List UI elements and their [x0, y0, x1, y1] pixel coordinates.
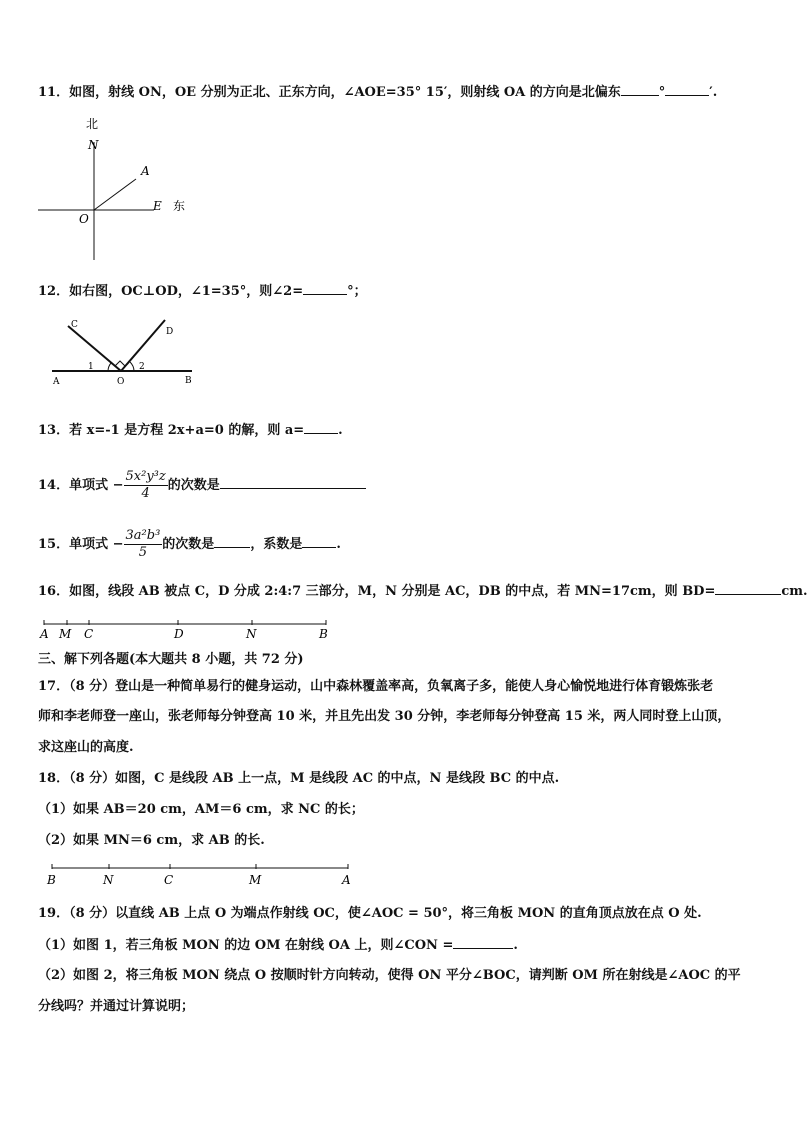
q12-text — [38, 282, 367, 301]
label-O: O — [79, 212, 89, 226]
section-heading: 三、解下列各题(本大题共 8 小题，共 72 分) — [38, 652, 304, 667]
q17-line1: 17．（8 分）登山是一种简单易行的健身运动，山中森林覆盖率高，负氧离子多，能使人身心愉悦地进行体育锻炼张老 — [38, 679, 714, 694]
q15-denominator: 5 — [138, 545, 148, 560]
q19-part1-tail: . — [513, 938, 518, 953]
q15-numerator: 3a²b³ — [125, 528, 161, 543]
q19-line2 — [38, 936, 518, 955]
q19-line4: 分线吗？并通过计算说明； — [38, 999, 195, 1014]
label-C: C — [71, 320, 78, 330]
q15-blank-degree — [214, 535, 250, 548]
q15-mid2: ，系数是 — [250, 537, 303, 552]
label-A: A — [141, 164, 150, 178]
label-O: O — [117, 377, 125, 387]
q13-blank — [304, 421, 338, 434]
q13-stem: 13．若 x=-1 是方程 2x+a=0 的解，则 a= — [38, 423, 305, 438]
q13-tail: . — [338, 423, 343, 438]
q14-numerator: 5x²y³z — [125, 469, 166, 484]
q14-fraction — [124, 469, 168, 502]
q16-figure — [36, 616, 336, 644]
label-D: D — [166, 327, 174, 337]
q15-stem: 15．单项式 − — [38, 537, 124, 552]
point-N: N — [246, 627, 257, 641]
q17-line2: 师和李老师登一座山，张老师每分钟登高 10 米，并且先出发 30 分钟，李老师每分钟登高 15 米，两人同时登上山顶， — [38, 709, 731, 724]
q12-blank — [303, 282, 347, 295]
q14-post: 的次数是 — [167, 478, 220, 493]
q11-blank-min — [665, 83, 709, 96]
point-M: M — [249, 873, 262, 887]
minute-symbol: ′. — [709, 85, 718, 100]
q14-denominator: 4 — [141, 486, 150, 501]
q12-tail: °； — [347, 284, 367, 299]
point-A: A — [40, 627, 49, 641]
q15-mid: 的次数是 — [162, 537, 215, 552]
point-D: D — [174, 627, 184, 641]
q15-tail: . — [336, 537, 341, 552]
point-C: C — [164, 873, 174, 887]
east-label: 东 — [173, 199, 186, 213]
degree-symbol: ° — [658, 85, 666, 100]
point-B: B — [319, 627, 328, 641]
q15-text — [38, 525, 341, 565]
q11-blank-deg — [621, 83, 659, 96]
q16-blank — [715, 582, 781, 595]
north-label: 北 — [86, 117, 99, 131]
q18-line2: （1）如果 AB＝20 cm，AM＝6 cm，求 NC 的长； — [38, 802, 364, 817]
label-A: A — [53, 377, 60, 387]
label-B: B — [185, 376, 192, 386]
q15-fraction — [124, 528, 163, 561]
point-C: C — [84, 627, 94, 641]
angle-1-label: 1 — [88, 362, 94, 372]
point-A: A — [342, 873, 351, 887]
q19-line3: （2）如图 2，将三角板 MON 绕点 O 按顺时针方向转动，使得 ON 平分∠BOC，请判断 OM 所在射线是∠AOC 的平 — [38, 968, 741, 983]
point-B: B — [47, 873, 56, 887]
q11-stem: 11．如图，射线 ON，OE 分别为正北、正东方向，∠AOE=35° 15′，则射线 OA 的方向是北偏东 — [38, 85, 621, 100]
angle-2-label: 2 — [139, 362, 145, 372]
q18-line3: （2）如果 MN＝6 cm，求 AB 的长. — [38, 833, 265, 848]
label-E: E — [153, 199, 162, 213]
q14-text — [38, 466, 366, 506]
q15-blank-coefficient — [302, 535, 336, 548]
q18-figure — [44, 862, 364, 888]
q19-part1: （1）如图 1，若三角板 MON 的边 OM 在射线 OA 上，则∠CON = — [38, 938, 454, 953]
q16-tail: cm. — [781, 584, 808, 599]
q13-text — [38, 421, 343, 440]
q18-line1: 18．（8 分）如图，C 是线段 AB 上一点，M 是线段 AC 的中点，N 是线段 BC 的中点. — [38, 771, 560, 786]
q11-figure — [34, 112, 204, 262]
point-N: N — [103, 873, 114, 887]
point-M: M — [59, 627, 72, 641]
q11-text — [38, 83, 717, 102]
q12-figure — [44, 312, 204, 392]
q14-stem: 14．单项式 − — [38, 478, 124, 493]
q16-text — [38, 582, 808, 601]
q16-stem: 16．如图，线段 AB 被点 C，D 分成 2:4:7 三部分，M，N 分别是 AC，DB 的中点，若 MN=17cm，则 BD= — [38, 584, 716, 599]
q12-stem: 12．如右图，OC⊥OD，∠1=35°，则∠2= — [38, 284, 304, 299]
q17-line3: 求这座山的高度. — [38, 740, 134, 755]
q14-blank — [220, 476, 366, 489]
q19-blank — [453, 936, 513, 949]
q19-line1: 19．（8 分）以直线 AB 上点 O 为端点作射线 OC，使∠AOC = 50°，将三角板 MON 的直角顶点放在点 O 处. — [38, 906, 702, 921]
label-N: N — [88, 138, 99, 152]
